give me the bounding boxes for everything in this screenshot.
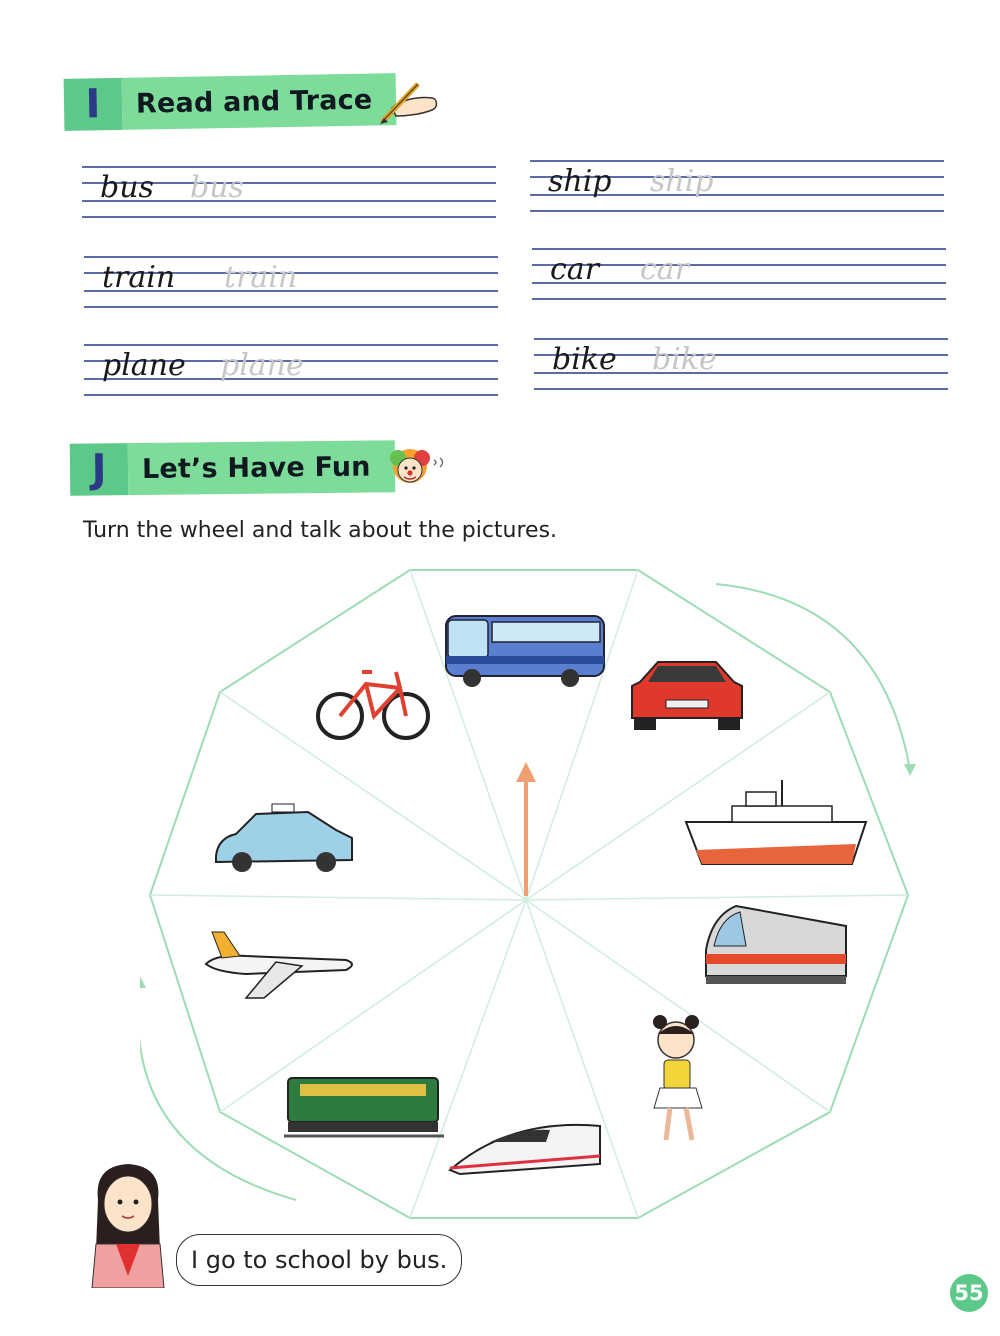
- girl-speaker-avatar: [86, 1160, 170, 1288]
- section-letter: J: [70, 443, 129, 496]
- trace-row-bike: [534, 338, 948, 390]
- clown-face-icon: [384, 444, 452, 488]
- word-trace[interactable]: bike: [652, 342, 717, 377]
- section-j-header: [70, 440, 395, 495]
- bus-picture: [446, 616, 604, 687]
- trace-row-car: [532, 248, 946, 300]
- word-example: ship: [548, 164, 612, 199]
- word-example: train: [102, 260, 176, 295]
- word-trace[interactable]: car: [640, 252, 690, 287]
- trace-row-bus: [82, 166, 496, 218]
- trace-row-plane: [84, 344, 498, 396]
- word-trace[interactable]: plane: [220, 348, 304, 383]
- section-letter: I: [64, 78, 123, 131]
- word-example: plane: [102, 348, 186, 383]
- section-title: Let’s Have Fun: [128, 440, 395, 495]
- steam-train-picture: [284, 1078, 444, 1136]
- trace-row-train: [84, 256, 498, 308]
- word-trace[interactable]: bus: [190, 170, 244, 205]
- word-trace[interactable]: ship: [650, 164, 714, 199]
- word-example: bike: [552, 342, 617, 377]
- instruction-text: Turn the wheel and talk about the pictures.: [83, 518, 558, 543]
- transport-wheel: [140, 560, 920, 1240]
- section-title: Read and Trace: [122, 73, 397, 130]
- section-i-header: [64, 73, 397, 131]
- word-trace[interactable]: train: [224, 260, 298, 295]
- word-example: bus: [100, 170, 154, 205]
- word-example: car: [550, 252, 600, 287]
- speech-bubble: I go to school by bus.: [176, 1234, 462, 1286]
- pencil-hand-icon: [378, 78, 442, 126]
- trace-row-ship: [530, 160, 944, 212]
- page-number: 55: [950, 1274, 988, 1312]
